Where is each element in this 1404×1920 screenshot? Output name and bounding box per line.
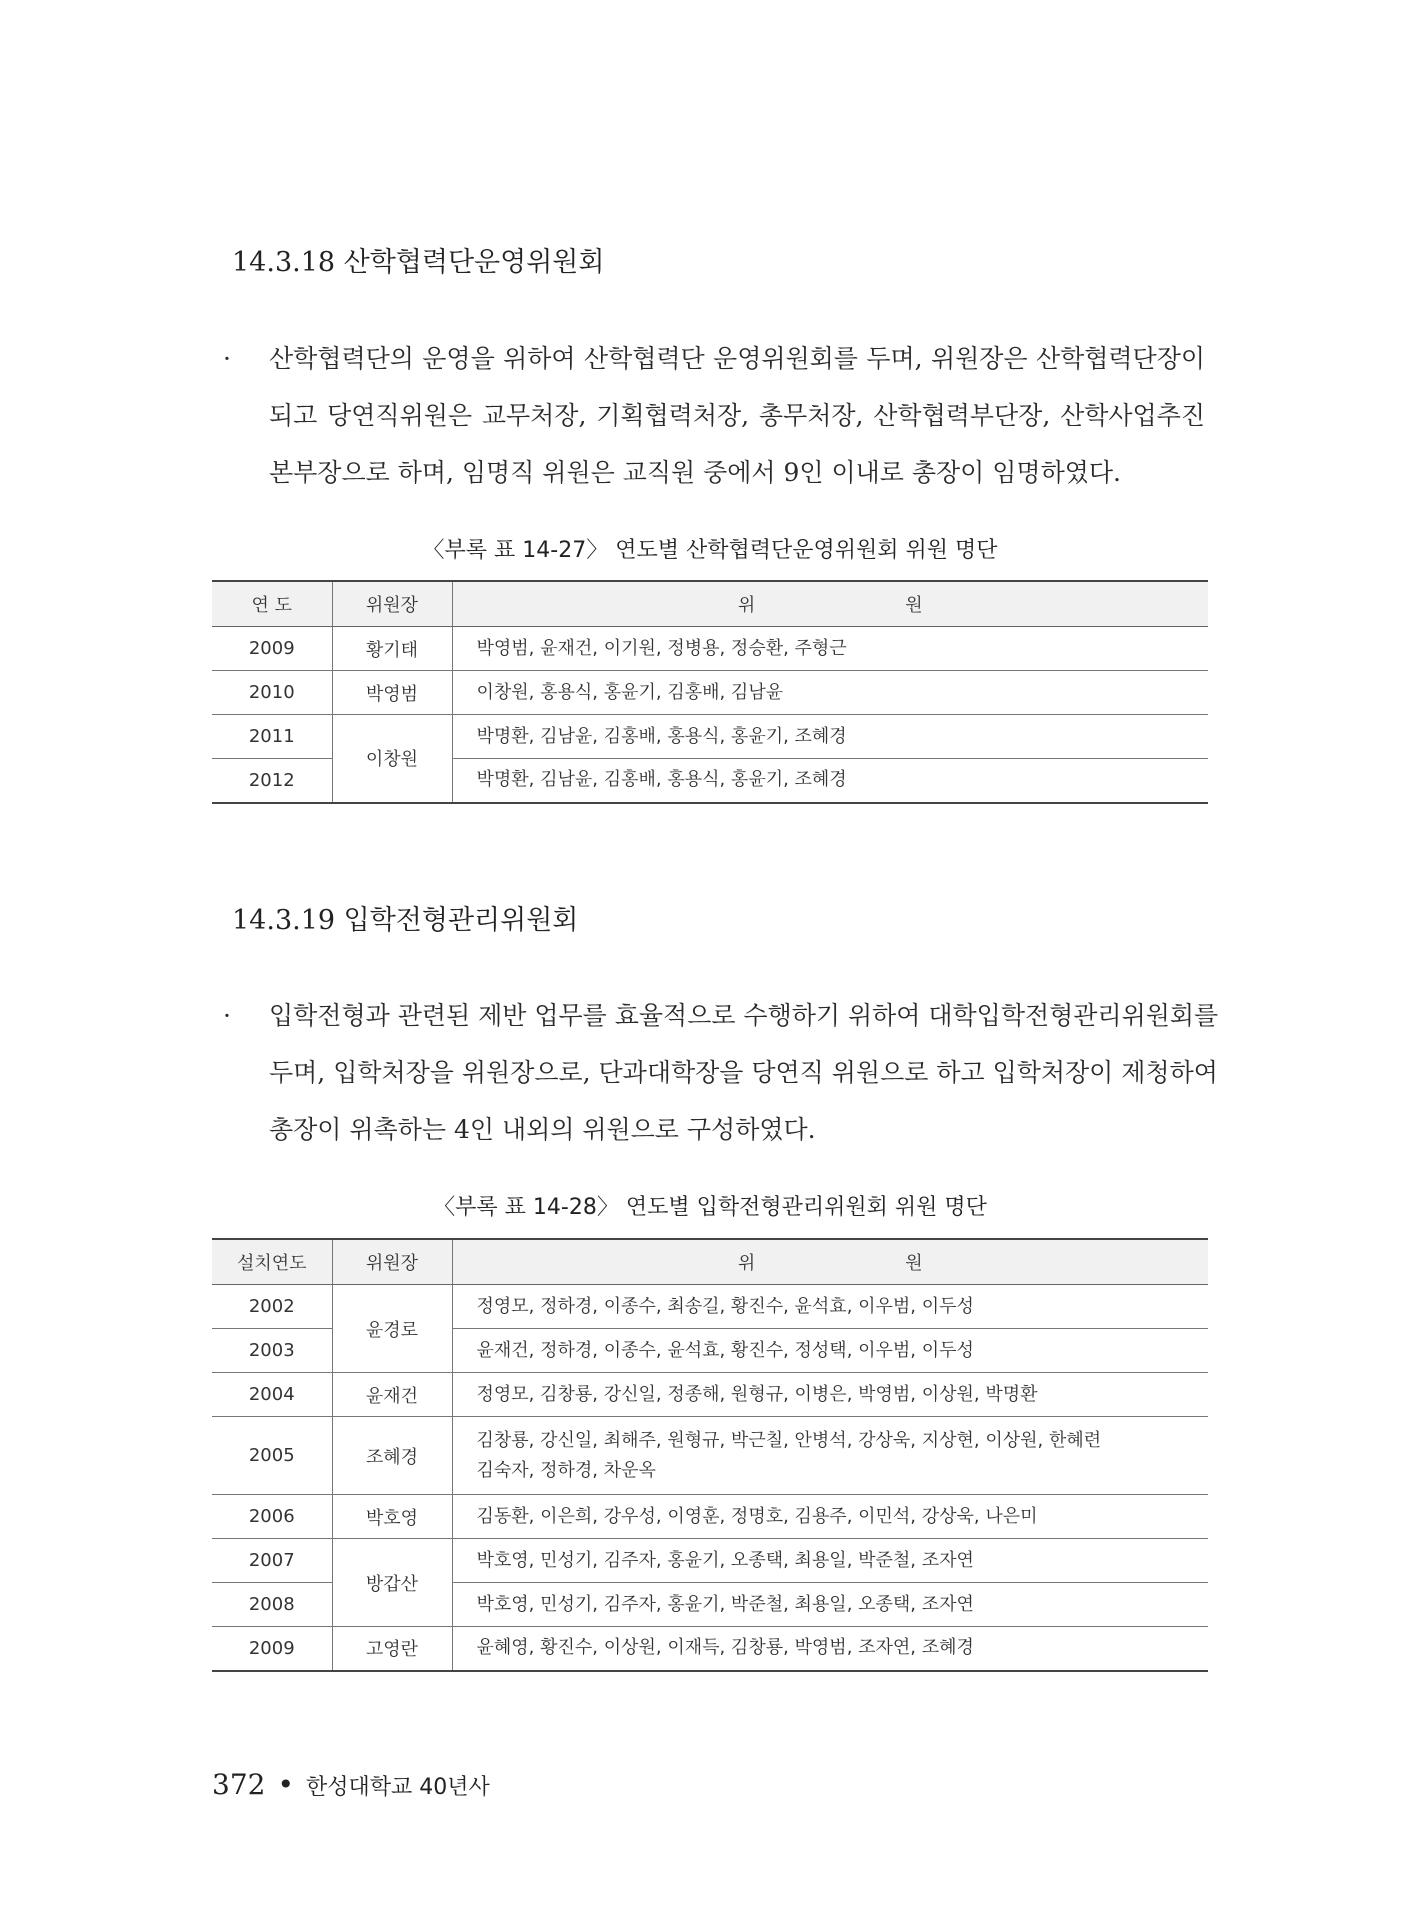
year-cell: 2003	[212, 1329, 332, 1373]
members-cell: 윤재건, 정하경, 이종수, 윤석효, 황진수, 정성택, 이우범, 이두성	[452, 1329, 1208, 1373]
table-header-row	[212, 581, 1208, 627]
year-cell: 2004	[212, 1373, 332, 1417]
year-cell: 2010	[212, 671, 332, 715]
column-header-members: 위 원	[452, 1239, 1208, 1285]
members-cell: 정영모, 김창룡, 강신일, 정종해, 원형규, 이병은, 박영범, 이상원, 박명환	[452, 1373, 1208, 1417]
committee-table-1428	[212, 1238, 1208, 1672]
book-title: 한성대학교 40년사	[305, 1775, 490, 1800]
table-caption: 〈부록 표 14-27〉 연도별 산학협력단운영위원회 위원 명단	[422, 538, 998, 563]
section-paragraph	[223, 330, 1205, 501]
table-header-row	[212, 1239, 1208, 1285]
page-number: 372	[212, 1768, 266, 1801]
column-header-chair: 위원장	[332, 581, 452, 627]
chair-cell: 윤경로	[332, 1285, 452, 1373]
members-line: 김숙자, 정하경, 차운옥	[476, 1459, 656, 1481]
table-row	[212, 1373, 1208, 1417]
members-cell	[452, 1417, 1208, 1495]
chair-cell: 박영범	[332, 671, 452, 715]
page-footer	[212, 1768, 490, 1801]
paragraph-line: 본부장으로 하며, 임명직 위원은 교직원 중에서 9인 이내로 총장이 임명하였다.	[269, 458, 1121, 487]
chair-cell: 윤재건	[332, 1373, 452, 1417]
members-line: 김창룡, 강신일, 최해주, 원형규, 박근칠, 안병석, 강상욱, 지상현, 이상원, 한혜련	[476, 1429, 1102, 1451]
year-cell: 2007	[212, 1539, 332, 1583]
table-row	[212, 627, 1208, 671]
members-cell: 윤혜영, 황진수, 이상원, 이재득, 김창룡, 박영범, 조자연, 조혜경	[476, 1637, 974, 1659]
paragraph-line: 총장이 위촉하는 4인 내외의 위원으로 구성하였다.	[269, 1115, 816, 1144]
paragraph-line: · 입학전형과 관련된 제반 업무를 효율적으로 수행하기 위하여 대학입학전형관리위원회를	[245, 987, 1205, 1044]
year-cell: 2006	[212, 1495, 332, 1539]
members-cell: 박영범, 윤재건, 이기원, 정병용, 정승환, 주형근	[452, 627, 1208, 671]
members-cell: 박명환, 김남윤, 김홍배, 홍용식, 홍윤기, 조혜경	[476, 769, 847, 791]
year-cell: 2009	[212, 1627, 332, 1671]
year-cell: 2005	[212, 1417, 332, 1495]
chair-cell: 황기태	[332, 627, 452, 671]
year-cell: 2002	[212, 1285, 332, 1329]
year-cell: 2009	[212, 627, 332, 671]
table-row	[212, 1627, 1208, 1671]
members-cell: 정영모, 정하경, 이종수, 최송길, 황진수, 윤석효, 이우범, 이두성	[452, 1285, 1208, 1329]
column-header-year: 연 도	[212, 581, 332, 627]
table-row	[212, 1285, 1208, 1329]
table-row	[212, 1417, 1208, 1495]
column-header-year: 설치연도	[212, 1239, 332, 1285]
table-caption: 〈부록 표 14-28〉 연도별 입학전형관리위원회 위원 명단	[433, 1195, 987, 1220]
members-cell: 김동환, 이은희, 강우성, 이영훈, 정명호, 김용주, 이민석, 강상욱, 나은미	[452, 1495, 1208, 1539]
members-cell: 박명환, 김남윤, 김홍배, 홍용식, 홍윤기, 조혜경	[452, 715, 1208, 759]
table-row	[212, 1539, 1208, 1583]
column-header-chair: 위원장	[332, 1239, 452, 1285]
chair-cell: 조혜경	[332, 1417, 452, 1495]
column-header-members: 위 원	[452, 581, 1208, 627]
table-row	[212, 1495, 1208, 1539]
committee-table-1427	[212, 580, 1208, 804]
section-paragraph	[223, 987, 1219, 1158]
year-cell: 2008	[212, 1583, 332, 1627]
paragraph-line: · 산학협력단의 운영을 위하여 산학협력단 운영위원회를 두며, 위원장은 산학협력단장이	[245, 330, 1205, 387]
year-cell: 2011	[212, 715, 332, 759]
chair-cell: 박호영	[332, 1495, 452, 1539]
table-row	[212, 715, 1208, 759]
section-heading: 14.3.19 입학전형관리위원회	[232, 905, 579, 936]
footer-separator: •	[277, 1768, 294, 1801]
members-cell: 박호영, 민성기, 김주자, 홍윤기, 박준철, 최용일, 오종택, 조자연	[452, 1583, 1208, 1627]
bullet-mark: ·	[223, 344, 231, 373]
bullet-mark: ·	[223, 1001, 231, 1030]
section-heading: 14.3.18 산학협력단운영위원회	[232, 247, 605, 278]
year-cell: 2012	[212, 759, 332, 803]
chair-cell: 방갑산	[332, 1539, 452, 1627]
paragraph-line: 두며, 입학처장을 위원장으로, 단과대학장을 당연직 위원으로 하고 입학처장이 제청하여	[269, 1058, 1218, 1087]
chair-cell: 고영란	[332, 1627, 452, 1671]
chair-cell: 이창원	[332, 715, 452, 803]
members-cell: 박호영, 민성기, 김주자, 홍윤기, 오종택, 최용일, 박준철, 조자연	[452, 1539, 1208, 1583]
members-cell: 이창원, 홍용식, 홍윤기, 김홍배, 김남윤	[452, 671, 1208, 715]
table-row	[212, 671, 1208, 715]
paragraph-line: 되고 당연직위원은 교무처장, 기획협력처장, 총무처장, 산학협력부단장, 산학사업추진	[269, 401, 1205, 430]
